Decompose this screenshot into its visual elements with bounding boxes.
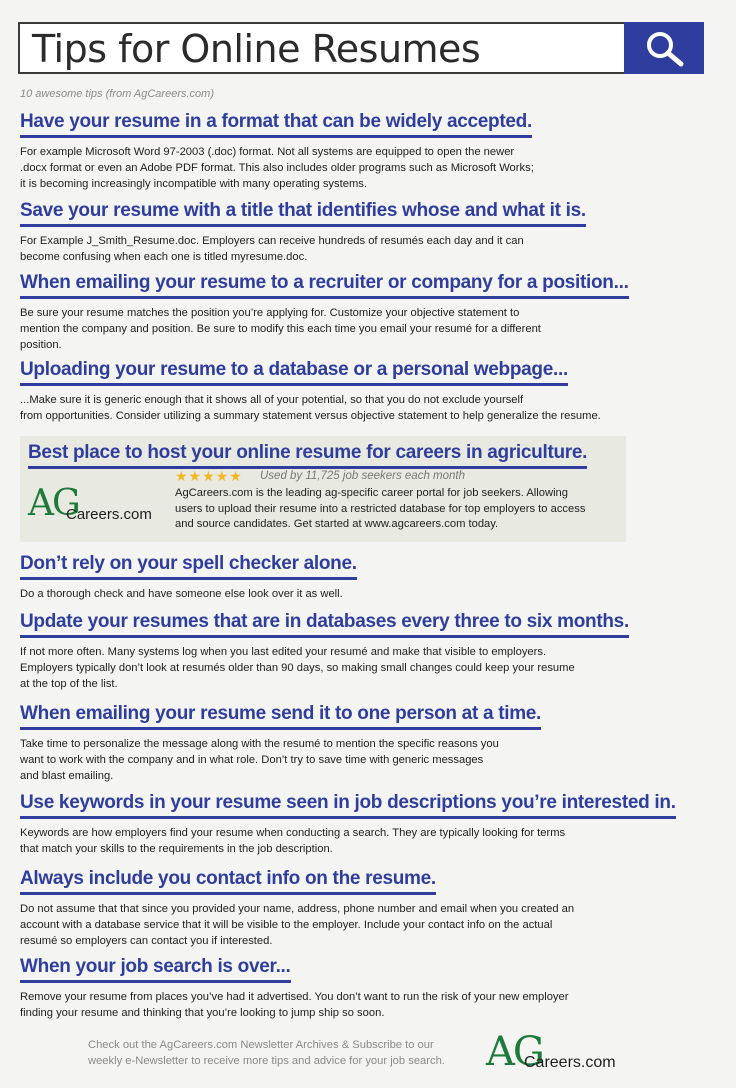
tip-body <box>20 144 534 192</box>
tip-heading: When your job search is over... <box>20 955 291 983</box>
tip-3 <box>20 271 629 353</box>
rating-text: Used by 11,725 job seekers each month <box>260 470 465 482</box>
heading-text: Best place to host your <box>28 442 237 463</box>
subtitle: 10 awesome tips (from AgCareers.com) <box>20 88 214 100</box>
tip-body <box>20 392 601 424</box>
body-line: and source candidates. Get started at www.agcareers.com today. <box>175 518 499 530</box>
logo-domain-text: Careers.com <box>524 1054 616 1071</box>
heading-text: to a recruiter or company for a position... <box>265 272 629 293</box>
tip-body <box>20 989 568 1021</box>
body-line: For Example J_Smith_Resume.doc. Employers can receive hundreds of resumés each day and it can <box>20 235 524 247</box>
heading-text: When emailing your <box>20 272 201 293</box>
heading-keyword: resume <box>200 272 266 293</box>
tip-heading: Don’t rely on your spell checker alone. <box>20 552 357 580</box>
tip-10 <box>20 955 568 1021</box>
footer-agcareers-logo[interactable] <box>486 1030 626 1074</box>
title-banner <box>18 22 704 74</box>
tip-body <box>20 736 541 784</box>
tip-body <box>20 901 574 949</box>
tip-body <box>20 233 586 265</box>
tip-heading <box>20 110 532 138</box>
tip-heading <box>20 358 568 386</box>
tip-body <box>20 586 357 602</box>
body-line: it is becoming increasingly incompatible with many operating systems. <box>20 178 367 190</box>
footer-text <box>88 1037 488 1069</box>
tip-7 <box>20 702 541 784</box>
promo-heading <box>28 441 587 469</box>
tip-9 <box>20 867 574 949</box>
heading-keyword: resume <box>160 359 226 380</box>
heading-text: in a format that can be widely accepted. <box>179 111 532 132</box>
heading-text: Save your <box>20 200 114 221</box>
body-line: Take time to personalize the message along with the resumé to mention the specific reasons you <box>20 738 499 750</box>
search-icon <box>641 28 689 68</box>
body-line: Do a thorough check and have someone else look over it as well. <box>20 588 343 600</box>
tip-2 <box>20 199 586 265</box>
body-line: Do not assume that that since you provided your name, address, phone number and email when you created an <box>20 903 575 915</box>
promo-body <box>175 486 625 533</box>
tip-8 <box>20 791 676 857</box>
tip-body <box>20 305 629 353</box>
logo-ag-text: AG <box>28 483 79 524</box>
body-line: For example Microsoft Word 97-2003 (.doc) format. Not all systems are equipped to open the newer <box>20 146 515 158</box>
body-line: resumé so employers can contact you if interested. <box>20 935 273 947</box>
heading-text: with a title that identifies whose and what it is. <box>178 200 586 221</box>
body-line: ...Make sure it is generic enough that it shows all of your potential, so that you do not exclude yourself <box>20 394 524 406</box>
heading-keyword: online resume <box>236 442 362 463</box>
tip-6 <box>20 610 629 692</box>
body-line: finding your resume and thinking that you’re looking to jump ship so soon. <box>20 1007 385 1019</box>
search-button[interactable] <box>624 22 704 74</box>
footer-line: weekly e-Newsletter to receive more tips and advice for your job search. <box>88 1055 445 1067</box>
tip-heading <box>20 271 629 299</box>
tip-4 <box>20 358 601 424</box>
tip-heading <box>20 199 586 227</box>
tip-body <box>20 825 676 857</box>
body-line: account with a database service that it will be visible to the employer. Include your contact info on the actual <box>20 919 553 931</box>
body-line: position. <box>20 339 62 351</box>
body-line: become confusing when each one is titled myresume.doc. <box>20 251 308 263</box>
heading-text: for careers in agriculture. <box>361 442 588 463</box>
heading-keyword: resume <box>114 111 180 132</box>
heading-text: Have your <box>20 111 115 132</box>
page-title: Tips for Online Resumes <box>32 27 481 71</box>
body-line: at the top of the list. <box>20 678 118 690</box>
tip-body <box>20 644 629 692</box>
heading-keyword: resume <box>113 200 179 221</box>
rating-stars: ★★★★★ <box>175 468 243 484</box>
agcareers-logo[interactable] <box>28 484 168 524</box>
body-line: If not more often. Many systems log when you last edited your resumé and make that visible to employers. <box>20 646 547 658</box>
body-line: from opportunities. Consider utilizing a summary statement versus objective statement to help generalize the resume. <box>20 410 601 422</box>
footer-line: Check out the AgCareers.com Newsletter Archives & Subscribe to our <box>88 1039 434 1051</box>
tip-5 <box>20 552 357 602</box>
body-line: Remove your resume from places you’ve had it advertised. You don’t want to run the risk of your new employer <box>20 991 569 1003</box>
body-line: Keywords are how employers find your resume when conducting a search. They are typically looking for terms <box>20 827 566 839</box>
body-line: want to work with the company and in what role. Don’t try to save time with generic messages <box>20 754 484 766</box>
body-line: mention the company and position. Be sure to modify this each time you email your resumé for a different <box>20 323 541 335</box>
heading-text: Uploading your <box>20 359 161 380</box>
tip-heading: Always include you contact info on the resume. <box>20 867 436 895</box>
body-line: Be sure your resume matches the position you’re applying for. Customize your objective statement to <box>20 307 520 319</box>
heading-text: to a database or a personal webpage... <box>225 359 568 380</box>
body-line: AgCareers.com is the leading ag-specific career portal for job seekers. Allowing <box>175 487 568 499</box>
body-line: and blast emailing. <box>20 770 114 782</box>
body-line: Employers typically don’t look at resumés older than 90 days, so making small changes could keep your resume <box>20 662 575 674</box>
logo-domain-text: Careers.com <box>66 506 152 523</box>
tip-heading: When emailing your resume send it to one person at a time. <box>20 702 541 730</box>
tip-heading: Update your resumes that are in databases every three to six months. <box>20 610 629 638</box>
tip-heading: Use keywords in your resume seen in job descriptions you’re interested in. <box>20 791 676 819</box>
body-line: .docx format or even an Adobe PDF format. This also includes older programs such as Microsoft Works; <box>20 162 534 174</box>
tip-1 <box>20 110 534 192</box>
body-line: users to upload their resume into a restricted database for top employers to access <box>175 502 586 515</box>
logo-ag-text: AG <box>486 1029 543 1075</box>
body-line: that match your skills to the requirements in the job description. <box>20 843 333 855</box>
